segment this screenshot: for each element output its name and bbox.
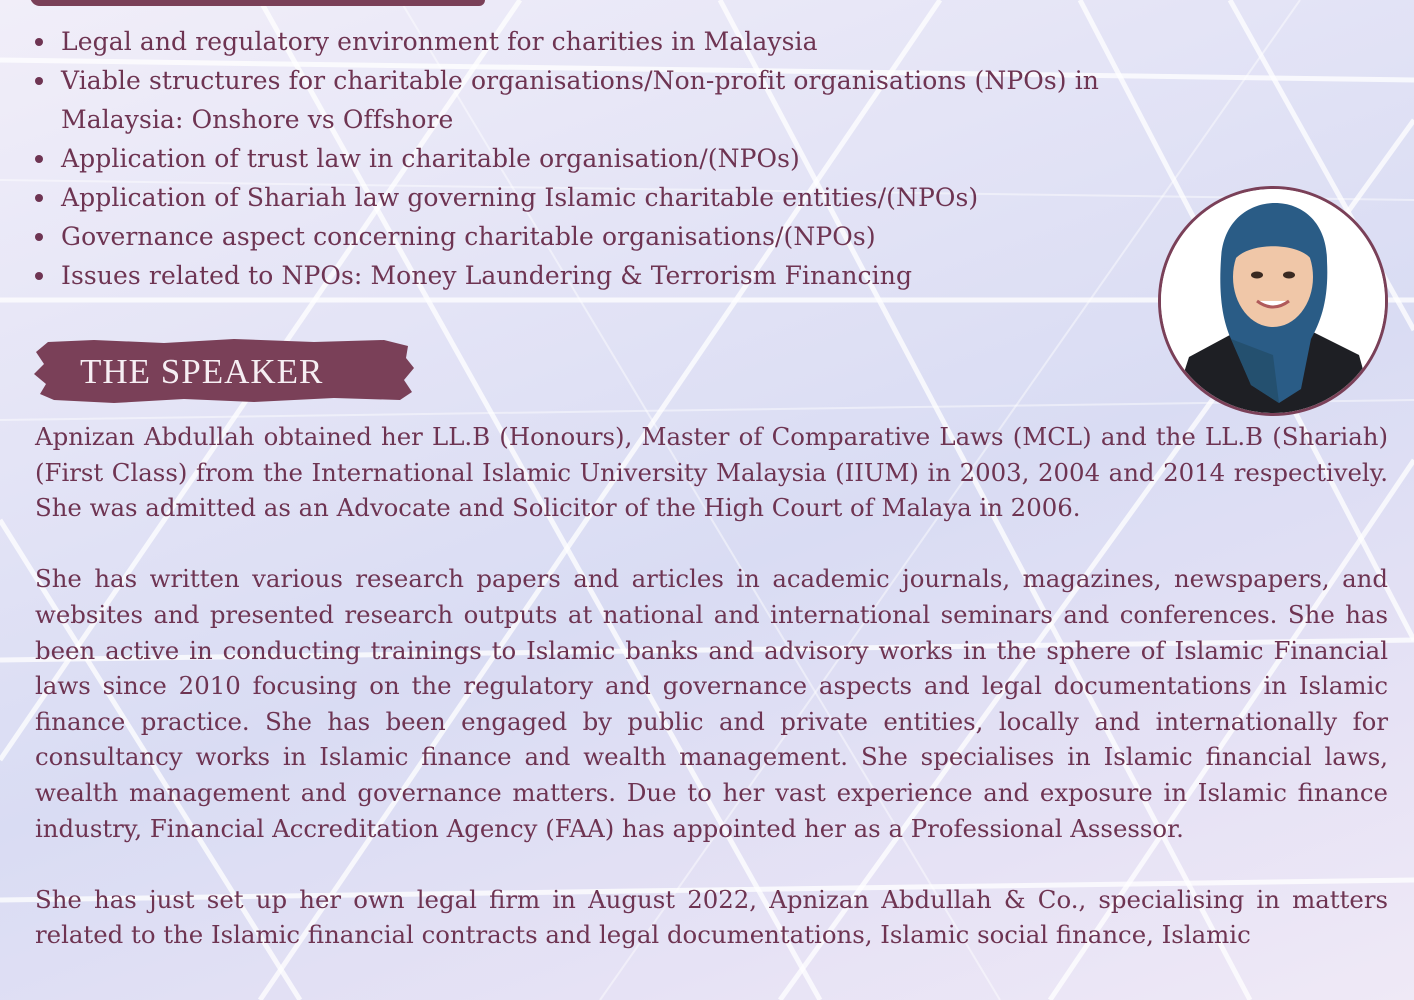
bio-paragraph: She has just set up her own legal firm in August 2022, Apnizan Abdullah & Co., specialising in matters related to the Islamic financial contracts and legal documentations, Islamic social finance, Islamic	[35, 884, 1388, 950]
speaker-bio	[35, 419, 1388, 989]
speaker-section-banner	[34, 338, 414, 404]
topic-item: Legal and regulatory environment for charities in Malaysia	[61, 22, 1191, 61]
topic-item: Application of Shariah law governing Islamic charitable entities/(NPOs)	[61, 178, 1191, 217]
topics-list	[28, 22, 1191, 295]
bio-paragraph: Apnizan Abdullah obtained her LL.B (Honours), Master of Comparative Laws (MCL) and the LL.B (Shariah) (First Class) from the International Islamic University Malaysia (IIUM) in 2003, 2004 and 2014 respectively. She was admitted as an Advocate and Solicitor of the High Court of Malaya in 2006.	[35, 422, 1388, 523]
topic-item: Application of trust law in charitable organisation/(NPOs)	[61, 139, 1191, 178]
topic-item: Issues related to NPOs: Money Laundering & Terrorism Financing	[61, 256, 1191, 295]
speaker-portrait-illustration	[1161, 189, 1385, 413]
topic-item: Governance aspect concerning charitable organisations/(NPOs)	[61, 217, 1191, 256]
speaker-photo	[1158, 186, 1388, 416]
top-banner-fragment	[30, 0, 485, 6]
topic-item: Viable structures for charitable organisations/Non-profit organisations (NPOs) in Malaysia: Onshore vs Offshore	[61, 61, 1191, 139]
bio-paragraph: She has written various research papers and articles in academic journals, magazines, newspapers, and websites and presented research outputs at national and international seminars and conferences. She has been active in conducting trainings to Islamic banks and advisory works in the sphere of Islamic Financial laws since 2010 focusing on the regulatory and governance aspects and legal documentations in Islamic finance practice. She has been engaged by public and private entities, locally and internationally for consultancy works in Islamic finance and wealth management. She specialises in Islamic financial laws, wealth management and governance matters. Due to her vast experience and exposure in Islamic finance industry, Financial Accreditation Agency (FAA) has appointed her as a Professional Assessor.	[35, 564, 1388, 843]
speaker-section-heading: THE SPEAKER	[80, 352, 324, 391]
